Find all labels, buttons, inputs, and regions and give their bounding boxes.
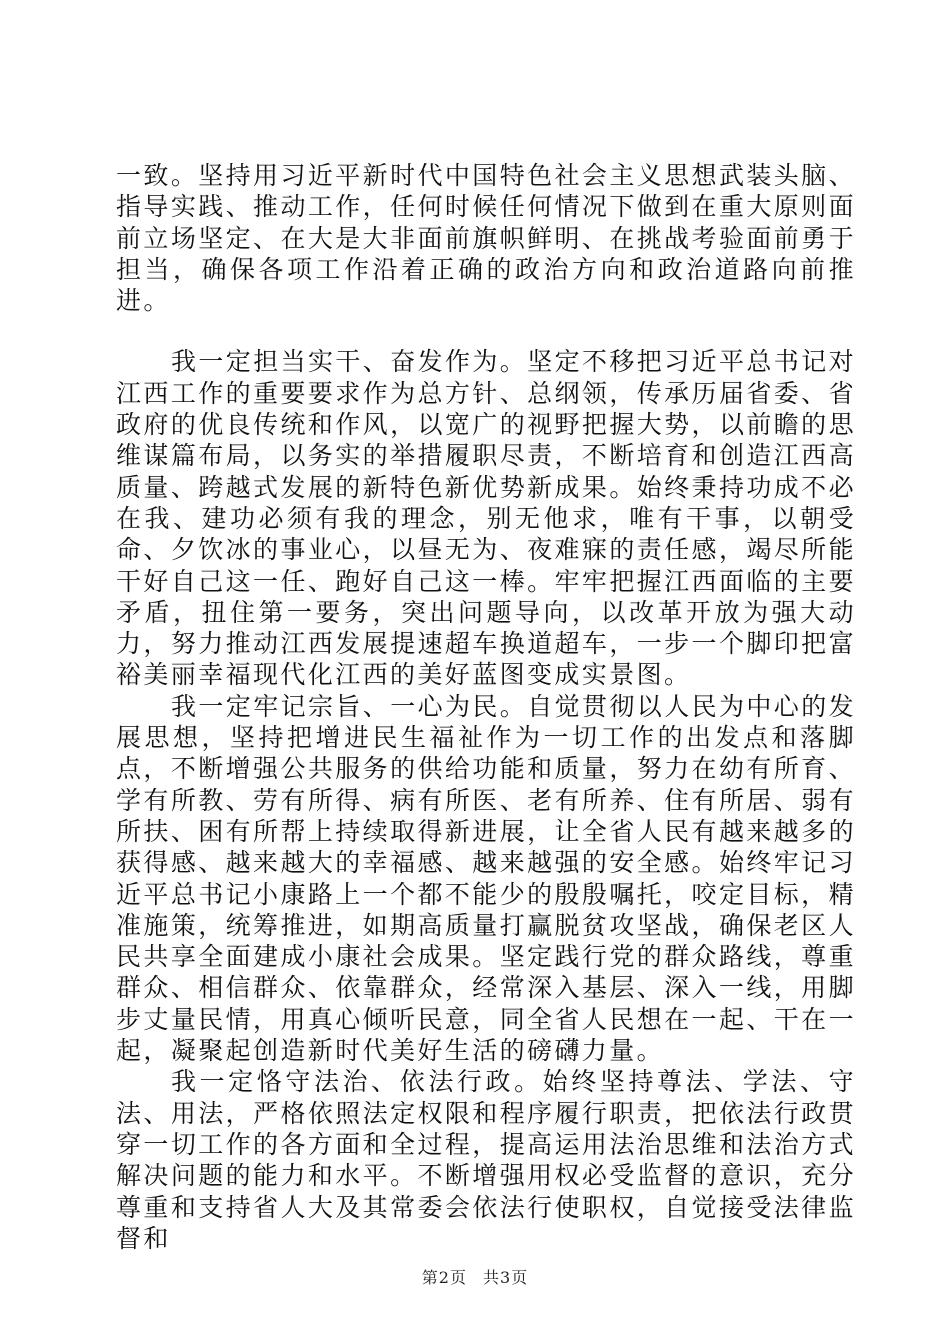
- paragraph-commitment-people: 我一定牢记宗旨、一心为民。自觉贯彻以人民为中心的发展思想，坚持把增进民生福祉作为一切工作的出发点和落脚点，不断增强公共服务的供给功能和质量，努力在幼有所育、学有所教、劳有所得、病有所医、老有所养、住有所居、弱有所扶、困有所帮上持续取得新进展，让全省人民有越来越多的获得感、越来越大的幸福感、越来越强的安全感。始终牢记习近平总书记小康路上一个都不能少的殷殷嘱托，咬定目标，精准施策，统筹推进，如期高质量打赢脱贫攻坚战，确保老区人民共享全面建成小康社会成果。坚定践行党的群众路线，尊重群众、相信群众、依靠群众，经常深入基层、深入一线，用脚步丈量民情，用真心倾听民意，同全省人民想在一起、干在一起，凝聚起创造新时代美好生活的磅礴力量。: [116, 691, 857, 1066]
- document-body: [116, 160, 856, 1254]
- paragraph-gap: [116, 316, 856, 346]
- paragraph-commitment-action: 我一定担当实干、奋发作为。坚定不移把习近平总书记对江西工作的重要要求作为总方针、总纲领，传承历届省委、省政府的优良传统和作风，以宽广的视野把握大势，以前瞻的思维谋篇布局，以务实的举措履职尽责，不断培育和创造江西高质量、跨越式发展的新特色新优势新成果。始终秉持功成不必在我、建功必须有我的理念，别无他求，唯有干事，以朝受命、夕饮冰的事业心，以昼无为、夜难寐的责任感，竭尽所能干好自己这一任、跑好自己这一棒。牢牢把握江西面临的主要矛盾，扭住第一要务，突出问题导向，以改革开放为强大动力，努力推动江西发展提速超车换道超车，一步一个脚印把富裕美丽幸福现代化江西的美好蓝图变成实景图。: [116, 347, 857, 690]
- page-number: 第2页: [421, 1268, 467, 1287]
- paragraph-commitment-law: 我一定恪守法治、依法行政。始终坚持尊法、学法、守法、用法，严格依照法定权限和程序履行职责，把依法行政贯穿一切工作的各方面和全过程，提高运用法治思维和法治方式解决问题的能力和水平。不断增强用权必受监督的意识，充分尊重和支持省人大及其常委会依法行使职权，自觉接受法律监督和: [116, 1067, 856, 1253]
- page-footer: [0, 1265, 950, 1288]
- page-total: 共3页: [483, 1268, 529, 1287]
- paragraph-continuation: 一致。坚持用习近平新时代中国特色社会主义思想武装头脑、指导实践、推动工作，任何时候任何情况下做到在重大原则面前立场坚定、在大是大非面前旗帜鲜明、在挑战考验面前勇于担当，确保各项工作沿着正确的政治方向和政治道路向前推进。: [116, 161, 856, 316]
